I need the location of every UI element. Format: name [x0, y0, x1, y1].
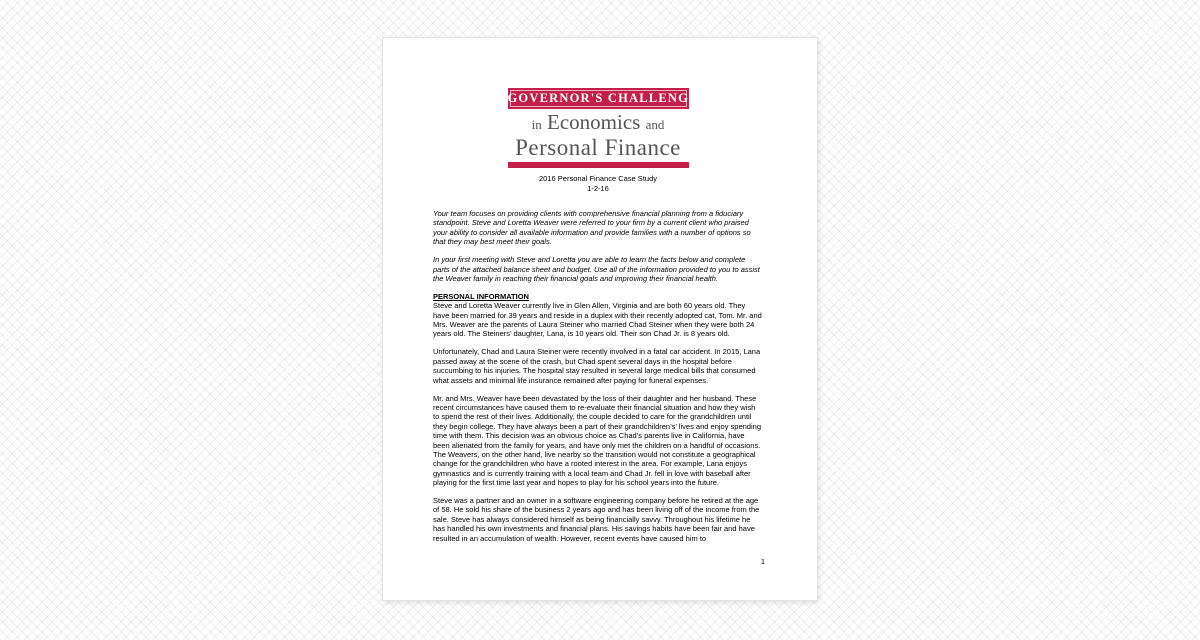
document-date: 1-2-16 — [587, 183, 609, 193]
logo-subtitle-line1 — [433, 110, 763, 137]
body-paragraph: Mr. and Mrs. Weaver have been devastated by the loss of their daughter and her husband. These recent circumstances have caused them to re-evaluate their financial situation and how they wish to spend the rest of their lives. Additionally, the couple decided to care for the grandchildren until they begin college. They have always been a part of their grandchildren’s’ lives and enjoy spending time with them. This decision was an obvious choice as Chad’s parents live in California, have been alienated from the family for years, and have only met the children on a handful of occasions. The Weavers, on the other hand, live nearby so the transition would not constitute a geographical change for the grandchildren who have a rooted interest in the area. For example, Lana enjoys gymnastics and is currently training with a local team and Chad Jr. fell in love with baseball after playing for the first time last year and hopes to play for his school years into the future. — [433, 393, 761, 488]
logo-subtitle-line2: Personal Finance — [515, 135, 681, 160]
document-title: 2016 Personal Finance Case Study — [539, 174, 657, 183]
section-heading-personal-information: PERSONAL INFORMATION — [433, 291, 529, 301]
logo-subtitle-suffix: and — [645, 117, 665, 132]
intro-paragraph: In your first meeting with Steve and Loretta you are able to learn the facts below and complete parts of the attached balance sheet and budget. Use all of the information provided to you to assist the Weaver family in reaching their financial goals and improving their financial health. — [433, 255, 760, 283]
logo-subtitle-main: Economics — [547, 110, 641, 134]
document-page[interactable] — [382, 37, 818, 601]
body-paragraph: Unfortunately, Chad and Laura Steiner were recently involved in a fatal car accident. In 2015, Lana passed away at the scene of the crash, but Chad spent several days in the hospital before succumbing to his injuries. The hospital stay resulted in several large medical bills that consumed what assets and minimal life insurance remained after paying for funeral expenses. — [433, 347, 761, 385]
document-title-block — [433, 174, 763, 193]
logo-red-bar — [508, 162, 689, 168]
page-number: 1 — [760, 557, 765, 566]
governors-challenge-logo — [433, 88, 763, 168]
body-paragraph: Steve and Loretta Weaver currently live in Glen Allen, Virginia and are both 60 years old. They have been married for 39 years and reside in a duplex with their recently adopted cat, Tom. Mr. and Mrs. Weaver are the parents of Laura Steiner who married Chad Steiner when they were both 24 years old. The Steiners’ daughter, Lana, is 10 years old. Their son Chad Jr. is 8 years old. — [433, 301, 762, 339]
logo-banner: GOVERNOR'S CHALLENGE — [508, 88, 689, 109]
body-paragraph: Steve was a partner and an owner in a software engineering company before he retired at the age of 58. He sold his share of the business 2 years ago and has been living off of the income from the sale. Steve has always considered himself as being financially savvy. Throughout his lifetime he has handled his own investments and financial plans. His savings habits have been fair and have resulted in an accumulation of wealth. However, recent events have caused him to — [433, 496, 760, 543]
logo-subtitle-prefix: in — [531, 117, 542, 132]
intro-paragraph: Your team focuses on providing clients with comprehensive financial planning from a fiduciary standpoint. Steve and Loretta Weaver were referred to your firm by a current client who praised your ability to consider all available information and provide families with a number of options so that they may best meet their goals. — [433, 209, 751, 247]
